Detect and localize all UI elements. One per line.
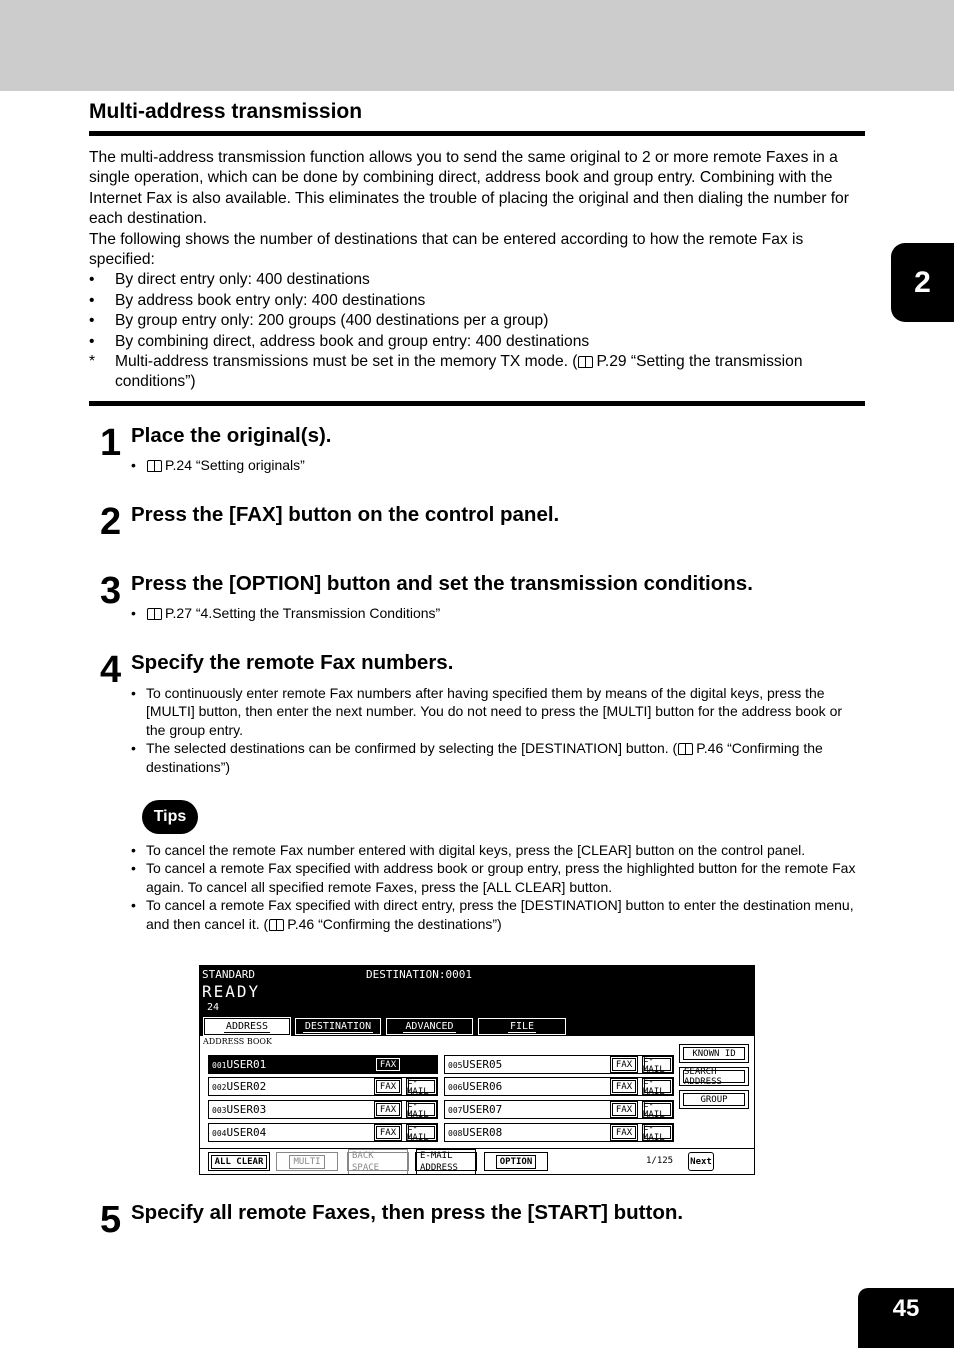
list-item: • By combining direct, address book and group entry: 400 destinations	[89, 332, 590, 350]
email-button[interactable]: E-MAIL	[642, 1101, 673, 1118]
address-book-label: ADDRESS BOOK	[203, 1037, 272, 1046]
step-3	[100, 572, 865, 632]
step-reference[interactable]: P.46 “Confirming the destinations”)	[146, 740, 823, 775]
tab-address[interactable]: ADDRESS	[204, 1018, 290, 1035]
intro-paragraph-1: The multi-address transmission function allows you to send the same original to 2 or more remote Faxes in a single operation, which can be done by combining direct, address book and group entry. Combining with the Internet Fax is also available. This eliminates the trouble of placing the original and then dialing the number for each destination.	[89, 149, 849, 228]
fax-button[interactable]: FAX	[374, 1101, 402, 1118]
multi-button[interactable]: MULTI	[276, 1152, 338, 1171]
fax-button[interactable]: FAX	[610, 1124, 638, 1141]
step-5	[100, 1201, 865, 1241]
fax-button[interactable]: FAX	[374, 1056, 402, 1073]
control-panel-screen	[199, 965, 755, 1175]
email-button[interactable]: E-MAIL	[406, 1101, 437, 1118]
fax-button[interactable]: FAX	[610, 1078, 638, 1095]
tab-destination[interactable]: DESTINATION	[295, 1018, 381, 1035]
search-address-button[interactable]: SEARCH ADDRESS	[679, 1067, 749, 1086]
step-title: Specify all remote Faxes, then press the [START] button.	[131, 1201, 684, 1224]
user-entry[interactable]: 004USER04 FAX E-MAIL	[208, 1123, 438, 1142]
list-item: • By group entry only: 200 groups (400 destinations per a group)	[89, 312, 549, 330]
note-item: * Multi-address transmissions must be set in the memory TX mode. ( P.29 “Setting the transmission conditions”)	[89, 353, 803, 391]
destination-counter: DESTINATION:0001	[366, 968, 472, 981]
list-item: • To continuously enter remote Fax numbers after having specified them by means of the digital keys, press the [MULTI] button, then enter the next number. You do not need to press the [MULTI] button for the address book or the group entry.	[131, 685, 843, 738]
step-4	[100, 651, 865, 781]
option-button[interactable]: OPTION	[484, 1152, 548, 1171]
status-text: READY	[202, 982, 261, 1001]
note-reference[interactable]: P.29 “Setting the transmission conditions”)	[115, 353, 803, 391]
title-rule	[89, 131, 865, 136]
user-entry[interactable]: 007USER07 FAX E-MAIL	[444, 1100, 674, 1119]
step-title: Press the [FAX] button on the control panel.	[131, 503, 560, 526]
all-clear-button[interactable]: ALL CLEAR	[208, 1152, 270, 1171]
user-entry[interactable]: 003USER03 FAX E-MAIL	[208, 1100, 438, 1119]
step-1	[100, 424, 865, 484]
list-item: • By direct entry only: 400 destinations	[89, 271, 370, 289]
book-reference-icon	[269, 919, 284, 930]
book-reference-icon	[147, 460, 162, 471]
step-title: Press the [OPTION] button and set the transmission conditions.	[131, 572, 753, 595]
step-number: 1	[100, 422, 121, 464]
email-address-button[interactable]: E-MAIL ADDRESS	[415, 1152, 477, 1171]
email-button[interactable]: E-MAIL	[642, 1056, 673, 1073]
destination-limits-list	[89, 270, 865, 392]
screen-divider	[200, 1148, 754, 1149]
email-button[interactable]: E-MAIL	[642, 1124, 673, 1141]
step-title: Specify the remote Fax numbers.	[131, 651, 454, 674]
tab-file[interactable]: FILE	[478, 1018, 566, 1035]
known-id-button[interactable]: KNOWN ID	[679, 1044, 749, 1063]
step-title: Place the original(s).	[131, 424, 332, 447]
user-entry[interactable]: 008USER08 FAX E-MAIL	[444, 1123, 674, 1142]
user-entry[interactable]: 006USER06 FAX E-MAIL	[444, 1077, 674, 1096]
intro-paragraph-2: The following shows the number of destinations that can be entered according to how the remote Fax is specified:	[89, 230, 804, 269]
list-item: • To cancel a remote Fax specified with address book or group entry, press the highlighted button for the remote Fax again. To cancel all specified remote Faxes, press the [ALL CLEAR] button.	[131, 860, 856, 895]
chapter-tab: 2	[891, 243, 954, 322]
back-space-button[interactable]: BACK SPACE	[347, 1152, 409, 1171]
user-entry[interactable]: 002USER02 FAX E-MAIL	[208, 1077, 438, 1096]
book-reference-icon	[678, 743, 693, 754]
user-entry-selected[interactable]: 001USER01 FAX	[208, 1055, 438, 1074]
mode-label: STANDARD	[202, 968, 255, 981]
tab-advanced[interactable]: ADVANCED	[386, 1018, 473, 1035]
list-item: • The selected destinations can be confirmed by selecting the [DESTINATION] button. ( P.46 “Confirming the destinations”)	[131, 740, 823, 775]
screen-header	[200, 966, 754, 1036]
page-indicator: 1/125	[646, 1156, 674, 1166]
list-item: • P.24 “Setting originals”	[131, 457, 305, 473]
intro-text	[89, 148, 865, 393]
header-band	[0, 0, 954, 91]
list-item: • To cancel a remote Fax specified with direct entry, press the [DESTINATION] button to enter the destination menu, and then cancel it. ( P.46 “Confirming the destinations”)	[131, 897, 854, 932]
list-item: • P.27 “4.Setting the Transmission Conditions”	[131, 605, 441, 621]
section-title: Multi-address transmission	[89, 100, 363, 123]
step-number: 4	[100, 649, 121, 691]
tips-list	[131, 841, 865, 933]
next-button[interactable]: Next	[688, 1152, 714, 1171]
tip-reference[interactable]: P.46 “Confirming the destinations”)	[287, 915, 502, 932]
email-button[interactable]: E-MAIL	[642, 1078, 673, 1095]
fax-button[interactable]: FAX	[374, 1124, 402, 1141]
page-number: 45	[858, 1288, 954, 1348]
tips-badge: Tips	[142, 800, 198, 834]
step-reference[interactable]: P.27 “4.Setting the Transmission Conditions”	[165, 605, 441, 621]
step-number: 2	[100, 501, 121, 543]
fax-button[interactable]: FAX	[374, 1078, 402, 1095]
book-reference-icon	[578, 356, 593, 367]
email-button[interactable]: E-MAIL	[406, 1078, 437, 1095]
step-2	[100, 503, 865, 543]
list-item: • By address book entry only: 400 destinations	[89, 291, 426, 309]
step-number: 5	[100, 1199, 121, 1241]
fax-button[interactable]: FAX	[610, 1101, 638, 1118]
original-count: 24	[207, 1002, 220, 1013]
fax-button[interactable]: FAX	[610, 1056, 638, 1073]
step-reference[interactable]: P.24 “Setting originals”	[165, 457, 305, 473]
section-rule	[89, 401, 865, 406]
book-reference-icon	[147, 608, 162, 619]
email-button[interactable]: E-MAIL	[406, 1124, 437, 1141]
list-item: • To cancel the remote Fax number entered with digital keys, press the [CLEAR] button on the control panel.	[131, 842, 806, 858]
group-button[interactable]: GROUP	[679, 1090, 749, 1109]
step-number: 3	[100, 570, 121, 612]
user-entry[interactable]: 005USER05 FAX E-MAIL	[444, 1055, 674, 1074]
